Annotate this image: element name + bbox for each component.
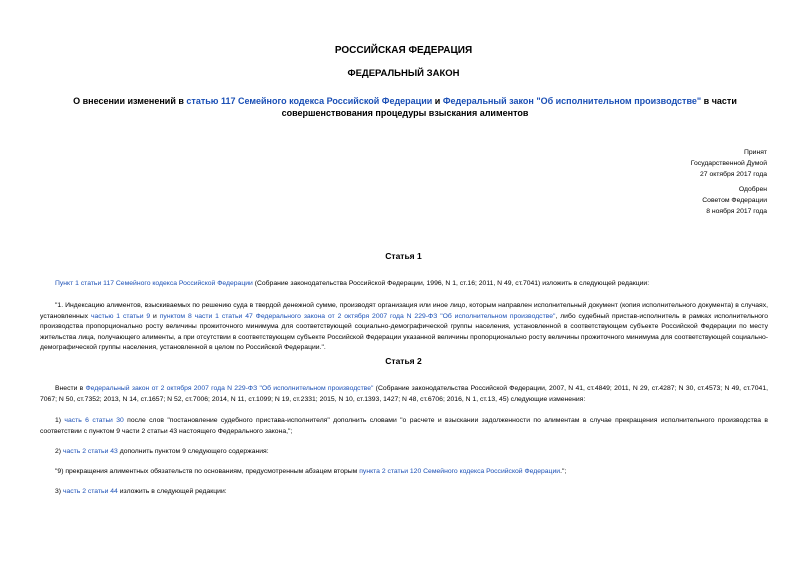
title-text-2: и <box>432 96 443 106</box>
country-heading: РОССИЙСКАЯ ФЕДЕРАЦИЯ <box>334 45 473 56</box>
article-1-p2-text-2: и <box>150 312 160 320</box>
article-2-p2-text-1: 1) <box>55 417 65 424</box>
title-text-1: О внесении изменений в <box>73 96 187 106</box>
article-2-p3-text-1: 2) <box>55 448 63 455</box>
link-item-2-article-120[interactable]: пункта 2 статьи 120 Семейного кодекса Российской Федерации <box>359 468 561 475</box>
title-text-3: в части совершенствования процедуры взыскания алиментов <box>281 96 737 118</box>
accepted-line-3: 27 октября 2017 года <box>700 171 767 178</box>
article-2-p2-text-2: после слов "постановление судебного пристава-исполнителя" дополнить словами "о расчете и взыскании задолженности по алиментам в случае прекращения исполнительного производства в соответствии с пунктом 9 части 2 статьи 43 настоящего Федерального закона,"; <box>40 417 768 435</box>
link-part-1-article-9[interactable]: частью 1 статьи 9 <box>90 312 151 320</box>
article-2-paragraph-2 <box>40 416 768 437</box>
article-2-p5-text-2: изложить в следующей редакции: <box>117 488 227 495</box>
approved-block <box>702 184 767 217</box>
article-1-paragraph-1 <box>40 279 768 290</box>
link-part-6-article-30[interactable]: часть 6 статьи 30 <box>64 417 124 424</box>
link-part-2-article-44[interactable]: часть 2 статьи 44 <box>62 488 118 495</box>
link-part-2-article-43[interactable]: часть 2 статьи 43 <box>62 448 118 455</box>
article-1-heading: Статья 1 <box>385 251 422 261</box>
approved-line-1: Одобрен <box>738 186 767 193</box>
accepted-line-2: Государственной Думой <box>690 160 767 167</box>
doc-type-heading: ФЕДЕРАЛЬНЫЙ ЗАКОН <box>347 68 460 79</box>
article-2-p1-text-2: (Собрание законодательства Российской Федерации, 2007, N 41, ст.4849; 2011, N 29, ст.4287; N 30, ст.4573; N 49, ст.7041, 7067; N 50, ст.7352; 2013, N 14, ст.1657; N 52, ст.7006; 2014, N 11, ст.1099; N 19, ст.2331; 2015, N 10, ст.1393, 1427; N 48, ст.6706; 2016, N 1, ст.13, 45) следующие изменения: <box>40 385 768 403</box>
article-2-p4-text-1: "9) прекращения алиментных обязательств по основаниям, предусмотренным абзацем вторым <box>55 468 360 475</box>
law-title <box>60 95 750 119</box>
article-2-paragraph-4 <box>40 467 768 478</box>
link-item-8-article-47[interactable]: пунктом 8 части 1 статьи 47 Федерального закона от 2 октября 2007 года N 229-ФЗ "Об исполнительном производстве" <box>159 312 556 320</box>
article-2-p3-text-2: дополнить пунктом 9 следующего содержания: <box>117 448 269 455</box>
link-article-117-family-code[interactable]: статью 117 Семейного кодекса Российской Федерации <box>186 96 433 106</box>
approved-line-3: 8 ноября 2017 года <box>706 208 767 215</box>
article-2-heading: Статья 2 <box>385 356 422 366</box>
link-law-229-fz[interactable]: Федеральный закон от 2 октября 2007 года N 229-ФЗ "Об исполнительном производстве" <box>85 385 374 392</box>
article-1-paragraph-2 <box>40 301 768 354</box>
link-enforcement-law[interactable]: Федеральный закон "Об исполнительном производстве" <box>442 96 702 106</box>
accepted-line-1: Принят <box>743 149 767 156</box>
article-1-p2-text-1: "1. Индексацию алиментов, взыскиваемых по решению суда в твердой денежной сумме, производят организация или иное лицо, которым направлен исполнительный документ (копия исполнительного документа) в случаях, установленных <box>40 302 768 320</box>
article-1-p2-text-3: , либо судебный пристав-исполнитель в рамках исполнительного производства пропорционально росту величины прожиточного минимума для соответствующей социально-демографической группы населения, установленной в соответствующем субъекте Российской Федерации по месту жительства лица, получающего алименты, а при отсутствии в соответствующем субъекте Российской Федерации указанной величины пропорционально росту величины прожиточного минимума для соответствующей социально-демографической группы населения, установленной в целом по Российской Федерации.". <box>40 312 769 351</box>
article-2-paragraph-3 <box>40 447 768 458</box>
article-2-paragraph-5 <box>40 487 768 498</box>
article-2-p4-text-2: ."; <box>560 468 567 475</box>
link-item-1-article-117[interactable]: Пункт 1 статьи 117 Семейного кодекса Российской Федерации <box>55 280 253 287</box>
article-2-p1-text-1: Внести в <box>55 385 86 392</box>
article-2-paragraph-1 <box>40 384 768 405</box>
article-2-p5-text-1: 3) <box>55 488 63 495</box>
approved-line-2: Советом Федерации <box>702 197 767 204</box>
accepted-block <box>691 147 767 180</box>
article-1-p1-text: (Собрание законодательства Российской Федерации, 1996, N 1, ст.16; 2011, N 49, ст.7041) изложить в следующей редакции: <box>252 280 650 287</box>
